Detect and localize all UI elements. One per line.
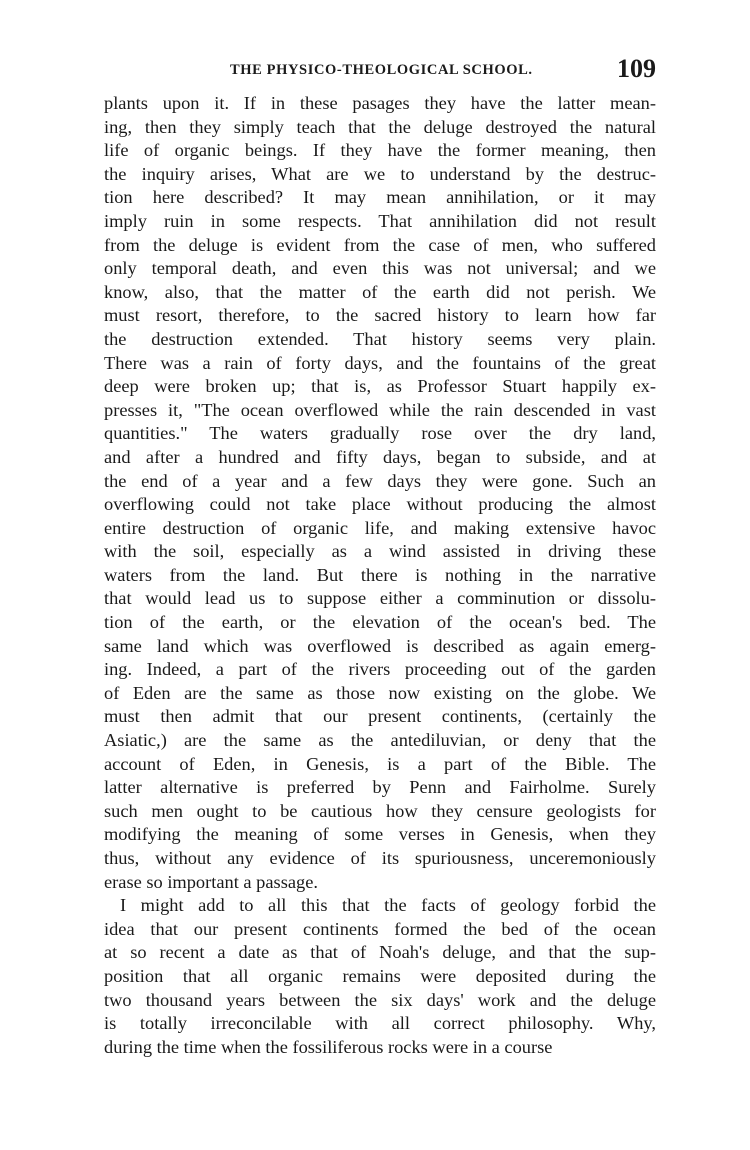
text-line: two thousand years between the six days' work and the deluge	[104, 989, 656, 1010]
text-line: imply ruin in some respects. That annihilation did not result	[104, 210, 656, 231]
text-line: is totally irreconcilable with all correct philosophy. Why,	[104, 1013, 656, 1034]
text-line: position that all organic remains were deposited during the	[104, 965, 656, 986]
text-line: know, also, that the matter of the earth did not perish. We	[104, 281, 656, 302]
text-line: plants upon it. If in these pasages they have the latter mean-	[104, 93, 656, 113]
text-line: presses it, "The ocean overflowed while the rain descended in vast	[104, 399, 656, 420]
text-line: that would lead us to suppose either a comminution or dissolu-	[104, 588, 656, 609]
text-line: waters from the land. But there is nothing in the narrative	[104, 564, 656, 585]
body-text	[104, 92, 656, 1059]
text-line: tion here described? It may mean annihilation, or it may	[104, 187, 656, 208]
text-line: from the deluge is evident from the case of men, who suffered	[104, 234, 656, 255]
text-line: quantities." The waters gradually rose over the dry land,	[104, 423, 656, 444]
text-line: the destruction extended. That history seems very plain.	[104, 328, 656, 349]
text-line: must then admit that our present continents, (certainly the	[104, 706, 656, 727]
text-line: ing, then they simply teach that the deluge destroyed the natural	[104, 116, 656, 137]
text-line: the inquiry arises, What are we to understand by the destruc-	[104, 163, 656, 184]
text-line: ing. Indeed, a part of the rivers proceeding out of the garden	[104, 659, 656, 680]
text-line: There was a rain of forty days, and the fountains of the great	[104, 352, 656, 373]
text-line: of Eden are the same as those now existing on the globe. We	[104, 682, 656, 703]
text-line: Asiatic,) are the same as the antediluvian, or deny that the	[104, 730, 656, 751]
text-line: with the soil, especially as a wind assisted in driving these	[104, 541, 656, 562]
text-line: the end of a year and a few days they were gone. Such an	[104, 470, 656, 491]
text-line: latter alternative is preferred by Penn and Fairholme. Surely	[104, 777, 656, 798]
text-line: same land which was overflowed is described as again emerg-	[104, 635, 656, 656]
text-line: overflowing could not take place without producing the almost	[104, 494, 656, 515]
text-line: I might add to all this that the facts of geology forbid the	[120, 895, 656, 916]
text-line: erase so important a passage.	[104, 871, 318, 892]
text-line: deep were broken up; that is, as Professor Stuart happily ex-	[104, 376, 656, 397]
page-number: 109	[617, 54, 656, 83]
text-line: life of organic beings. If they have the former meaning, then	[104, 140, 656, 161]
text-line: modifying the meaning of some verses in Genesis, when they	[104, 824, 656, 845]
text-line: must resort, therefore, to the sacred history to learn how far	[104, 305, 656, 326]
text-line: tion of the earth, or the elevation of the ocean's bed. The	[104, 612, 656, 633]
text-line: thus, without any evidence of its spuriousness, unceremoniously	[104, 848, 656, 868]
text-line: account of Eden, in Genesis, is a part of the Bible. The	[104, 753, 656, 774]
text-line: entire destruction of organic life, and making extensive havoc	[104, 517, 656, 538]
text-line: and after a hundred and fifty days, began to subside, and at	[104, 446, 656, 467]
text-line: only temporal death, and even this was not universal; and we	[104, 258, 656, 279]
text-line: during the time when the fossiliferous rocks were in a course	[104, 1036, 553, 1057]
text-line: at so recent a date as that of Noah's deluge, and that the sup-	[104, 942, 656, 963]
text-line: such men ought to be cautious how they censure geologists for	[104, 800, 656, 821]
running-head	[104, 54, 656, 90]
running-title: THE PHYSICO-THEOLOGICAL SCHOOL.	[230, 62, 533, 78]
text-line: idea that our present continents formed the bed of the ocean	[104, 918, 656, 939]
